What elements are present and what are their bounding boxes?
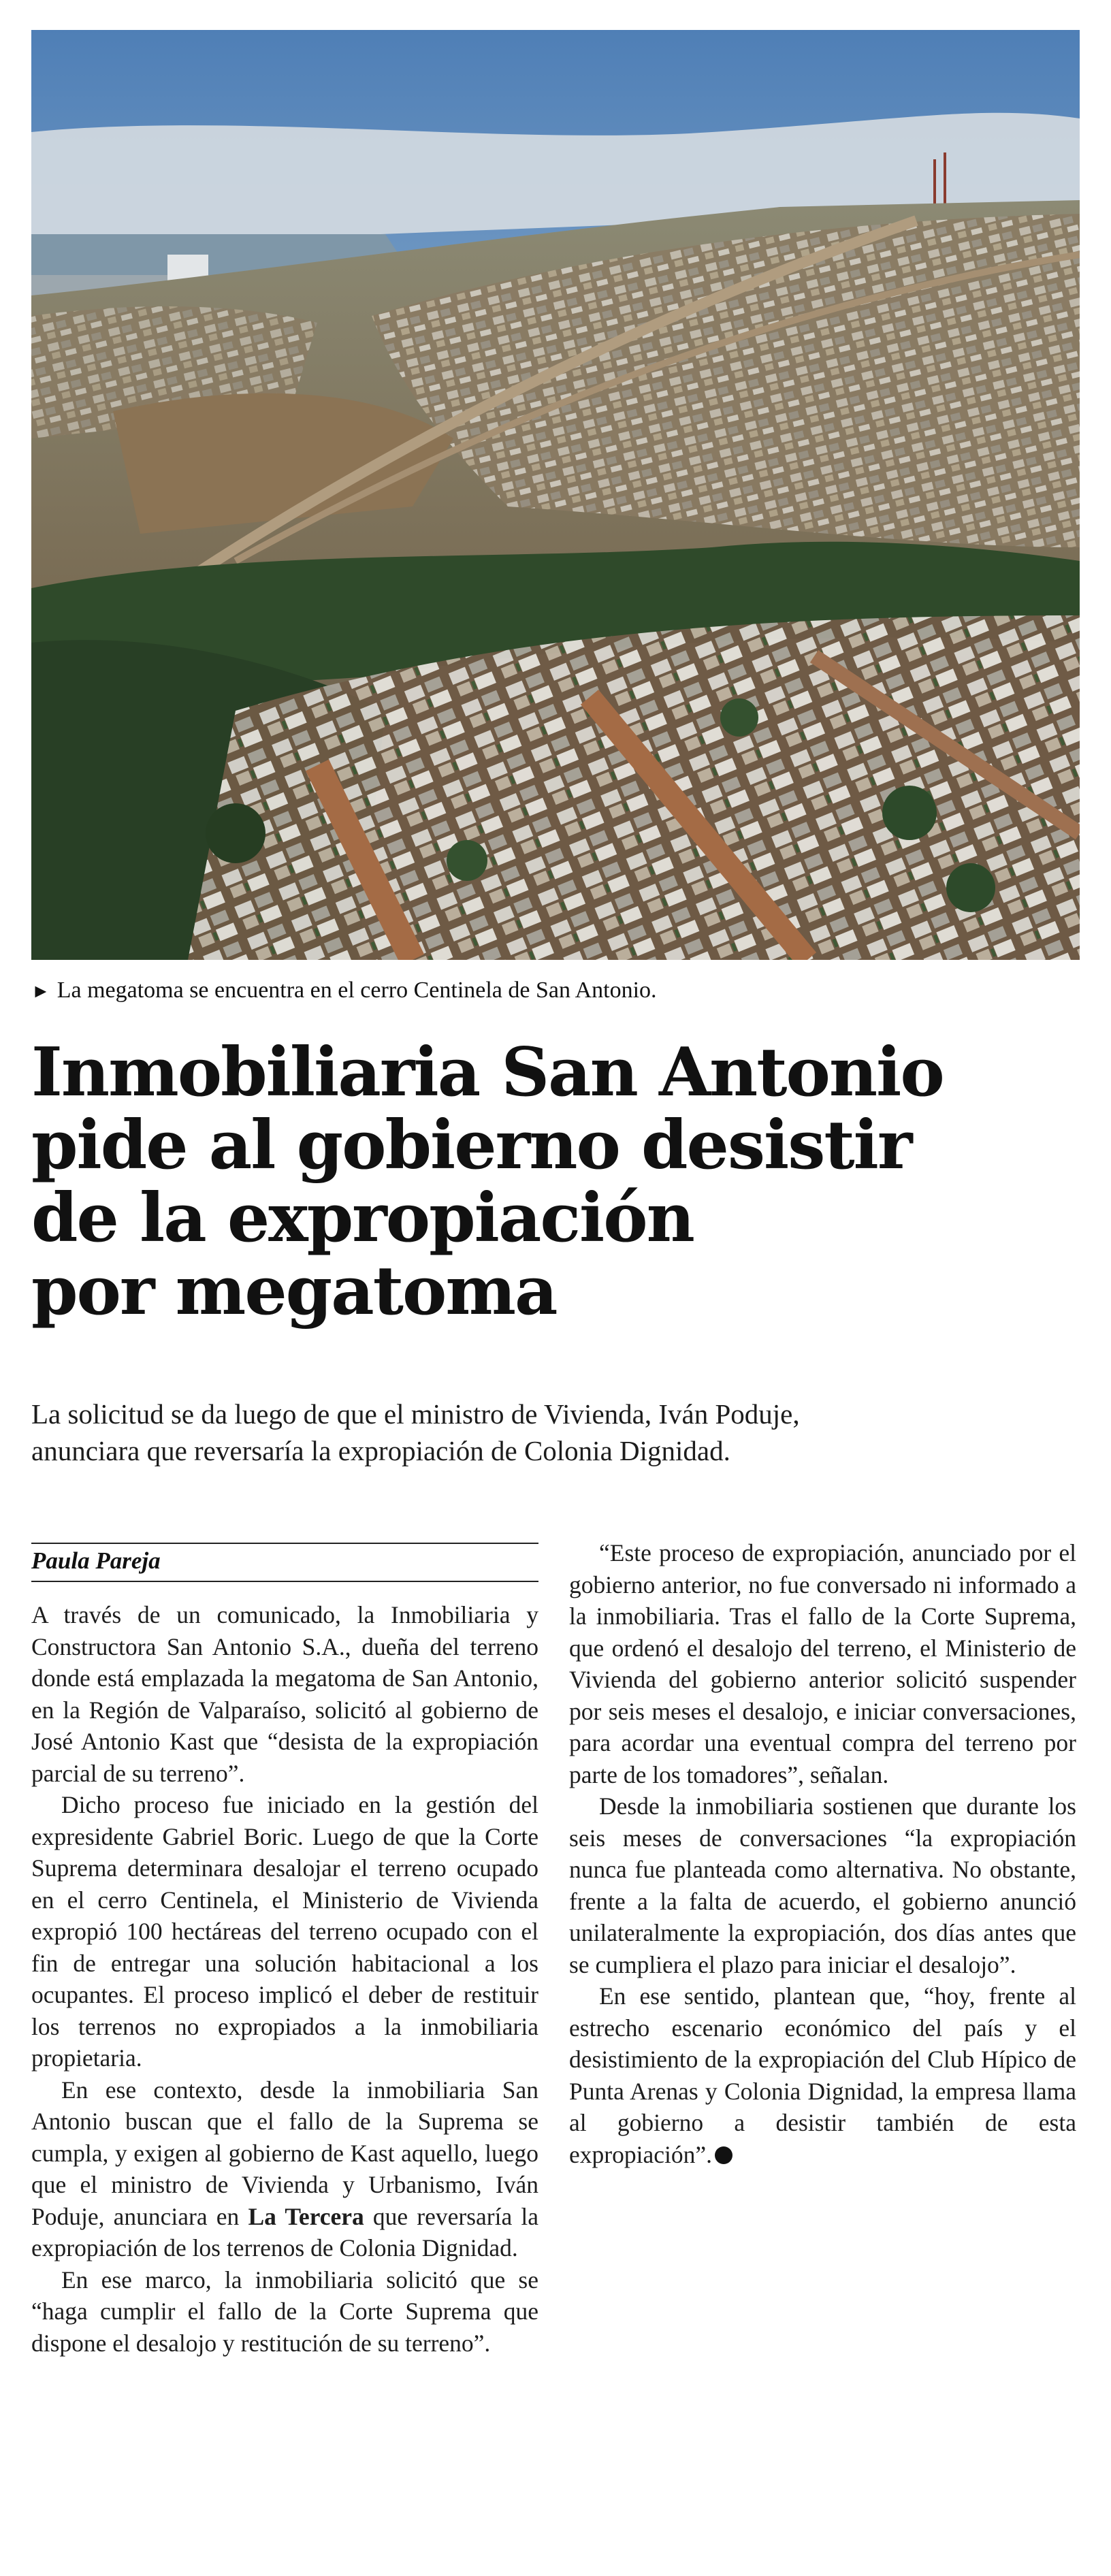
byline: Paula Pareja (31, 1547, 161, 1574)
paragraph: Desde la inmobiliaria sostienen que durante los seis meses de conversaciones “la expropiación nunca fue planteada como alternativa. No obstante, frente a la falta de acuerdo, el gobierno anunció unilateralmente la expropiación, dos días antes que se cumpliera el plazo para iniciar el desalojo”. (569, 1792, 1076, 1978)
photo-caption (31, 974, 1080, 1008)
newspaper-name: La Tercera (248, 2202, 364, 2230)
headline-line: por megatoma (31, 1252, 557, 1330)
paragraph-continued: En ese marco, la inmobiliaria solicitó que se “haga cumplir el fallo de la Corte Suprema que dispone el desalojo y restitución de su terreno”. (31, 2266, 538, 2357)
body-column-2 (569, 1537, 1076, 2170)
byline-rule-top (31, 1543, 538, 1544)
headline-line: Inmobiliaria San Antonio (31, 1033, 944, 1112)
paragraph: “Este proceso de expropiación, anunciado por el gobierno anterior, no fue conversado ni informado a la inmobiliaria. Tras el fallo de la Corte Suprema, que ordenó el desalojo del terreno, el Ministerio de Vivienda del gobierno anterior solicitó suspender por seis meses el desalojo, e iniciar conversaciones, para acordar una eventual compra del terreno por parte de los tomadores”, señalan. (569, 1539, 1076, 1788)
article-photo (31, 30, 1080, 960)
headline-line: de la expropiación (31, 1179, 694, 1257)
deck-line: anunciara que reversaría la expropiación de Colonia Dignidad. (31, 1435, 730, 1466)
headline-line: pide al gobierno desistir (31, 1106, 912, 1185)
end-of-article-bullet-icon (715, 2146, 732, 2164)
deck (31, 1396, 1080, 1469)
paragraph: En ese sentido, plantean que, “hoy, frente al estrecho escenario económico del país y el desistimiento de la expropiación del Club Hípico de Punta Arenas y Colonia Dignidad, la empresa llama al gobierno a desistir también de esta expropiación”. (569, 1982, 1076, 2168)
caption-text: La megatoma se encuentra en el cerro Centinela de San Antonio. (57, 978, 657, 1003)
paragraph: A través de un comunicado, la Inmobiliaria y Constructora San Antonio S.A., dueña del terreno donde está emplazada la megatoma de San Antonio, en la Región de Valparaíso, solicitó al gobierno de José Antonio Kast que “desista de la expropiación parcial de su terreno”. (31, 1601, 538, 1787)
deck-line: La solicitud se da luego de que el ministro de Vivienda, Iván Poduje, (31, 1398, 800, 1430)
paragraph: En ese contexto, desde la inmobiliaria San Antonio buscan que el fallo de la Suprema se cumpla, y exigen al gobierno de Kast aquello, luego que el ministro de Vivienda y Urbanismo, Iván Poduje, anunciara en La Tercera que reversaría la expropiación de los terrenos de Colonia Dignidad. (31, 2076, 538, 2261)
body-column-1 (31, 1599, 538, 2359)
byline-rule-bottom (31, 1581, 538, 1582)
caption-triangle-icon: ► (31, 981, 50, 1002)
headline (31, 1033, 1080, 1330)
paragraph: Dicho proceso fue iniciado en la gestión del expresidente Gabriel Boric. Luego de que la Corte Suprema determinara desalojar el terreno ocupado en el cerro Centinela, el Ministerio de Vivienda expropió 100 hectáreas del terreno ocupado con el fin de entregar una solución habitacional a los ocupantes. El proceso implicó el deber de restituir los terrenos no expropiados a la inmobiliaria propietaria. (31, 1791, 538, 2072)
